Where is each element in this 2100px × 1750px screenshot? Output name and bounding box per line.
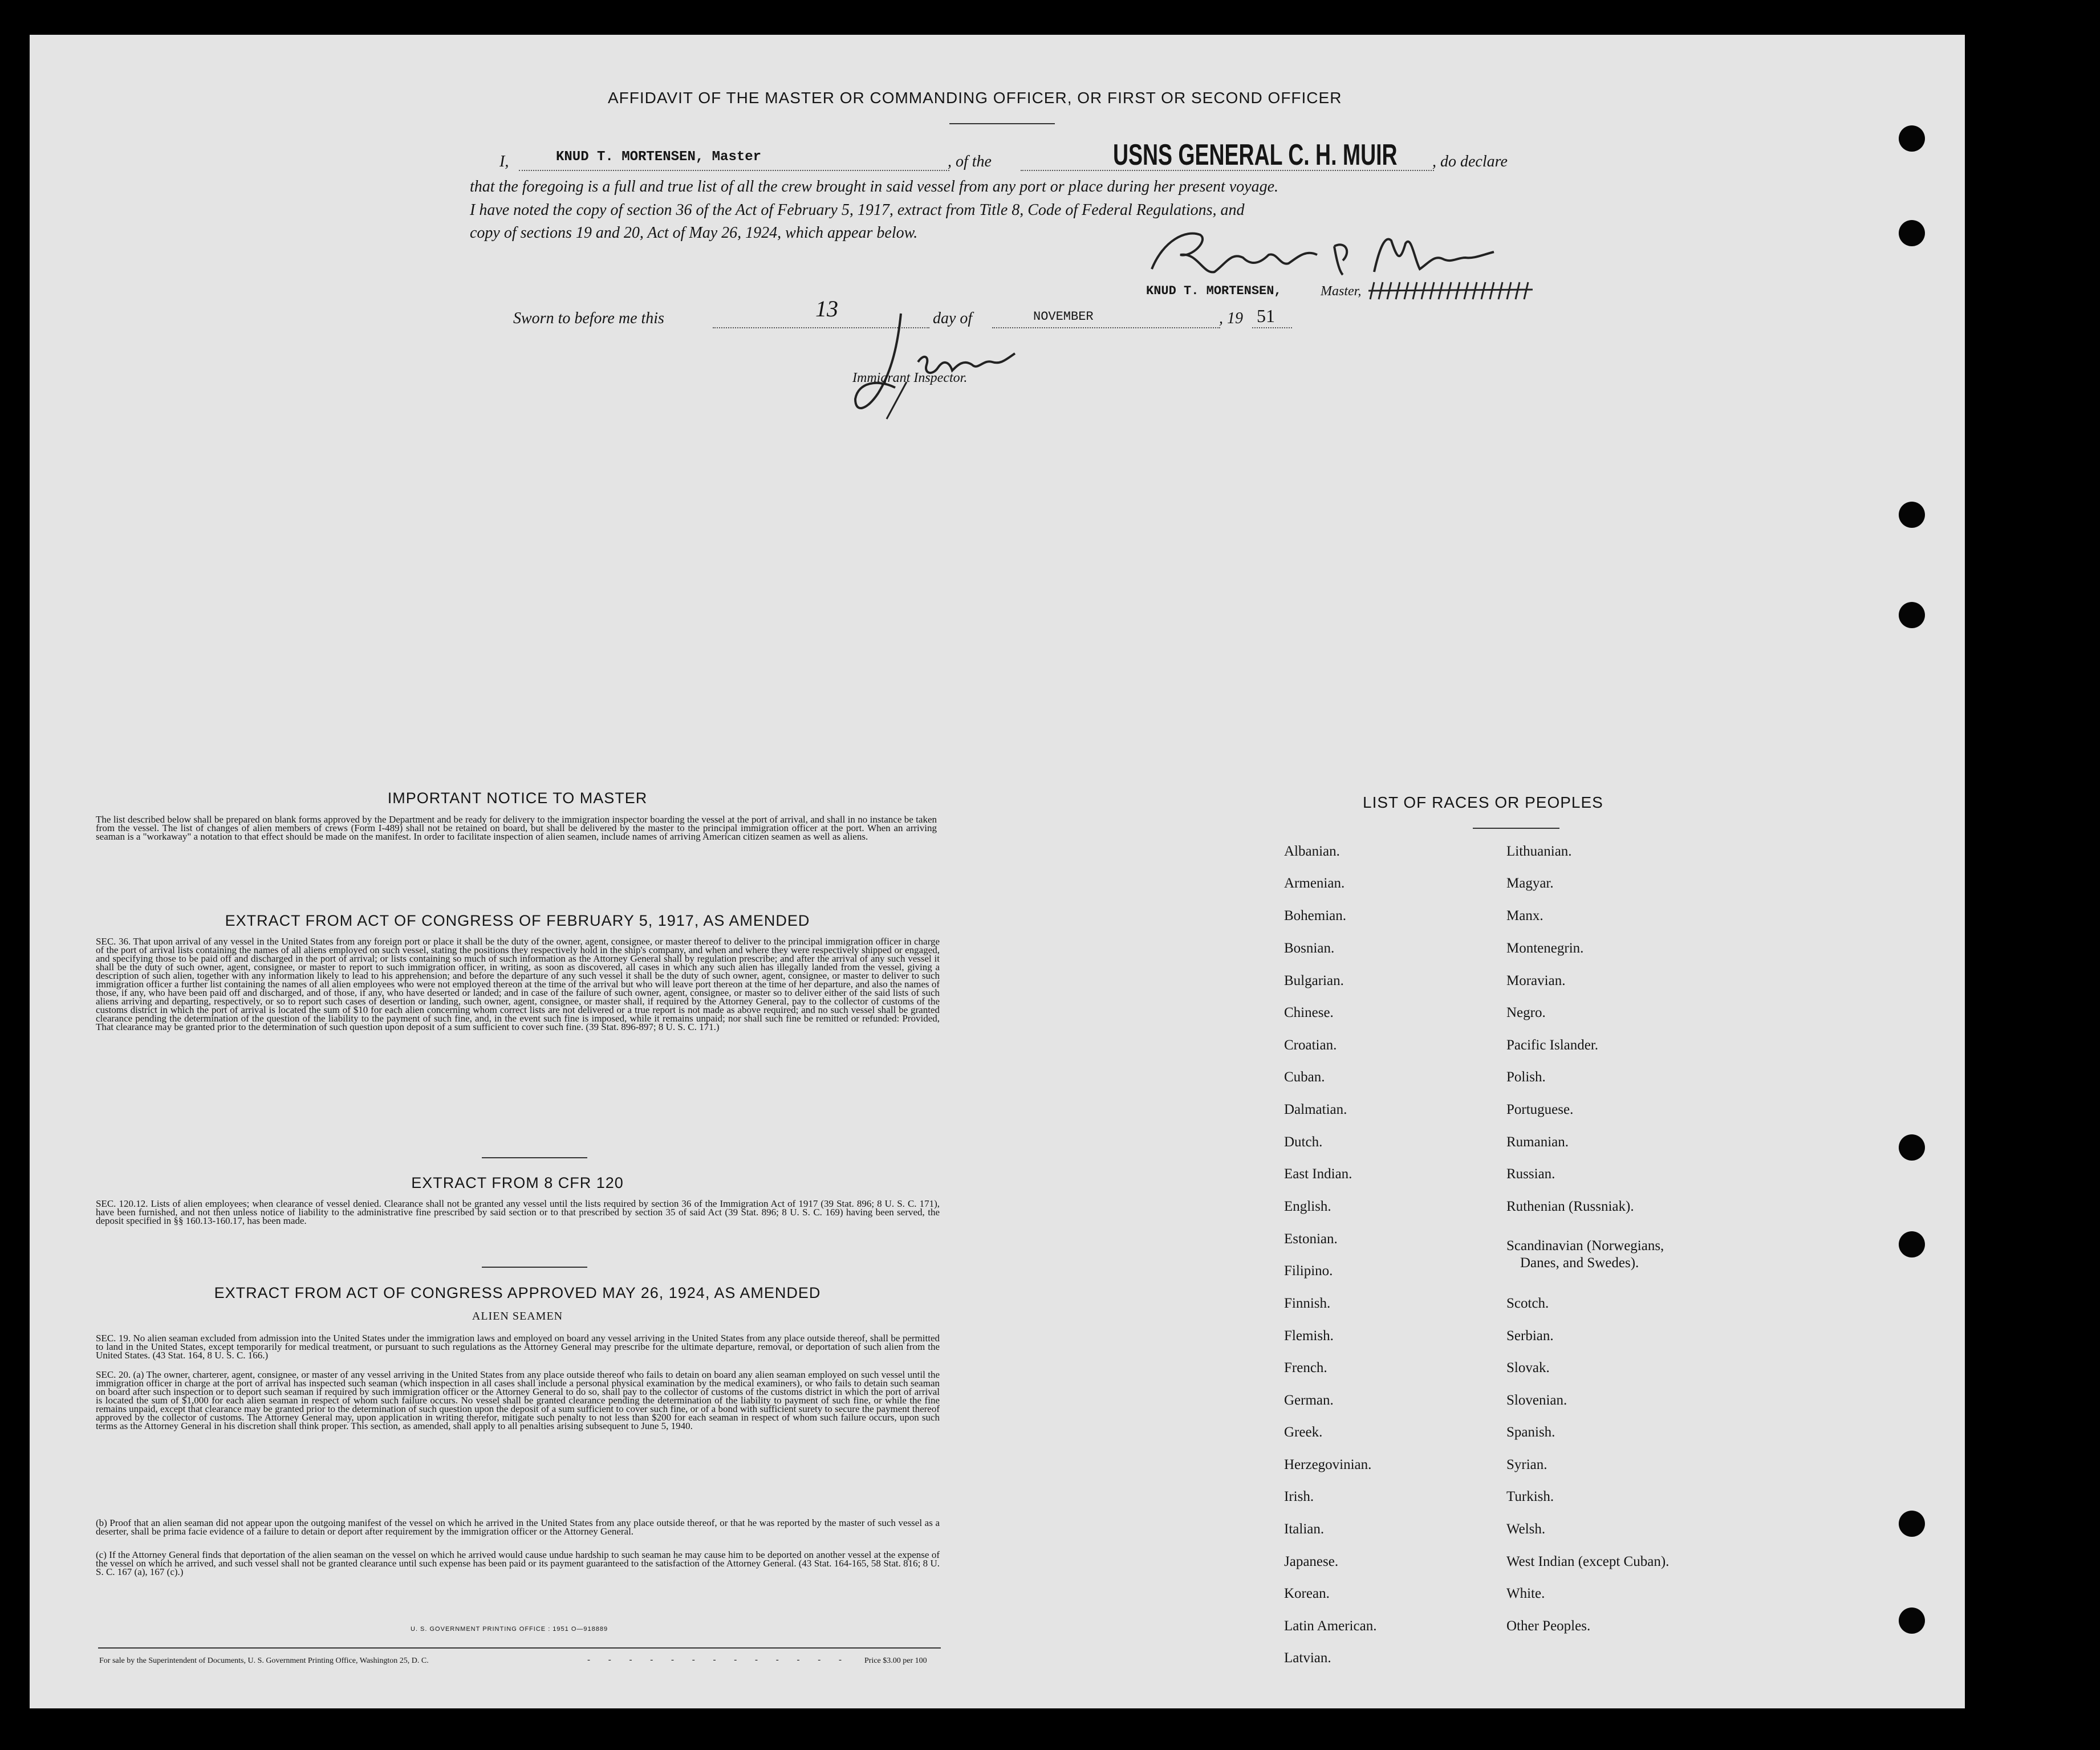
extract1924-title: EXTRACT FROM ACT OF CONGRESS APPROVED MAY 26, 1924, AS AMENDED [214, 1284, 821, 1301]
race-item: Dalmatian. [1284, 1102, 1347, 1117]
sworn-year: 51 [1257, 306, 1275, 326]
race-item: Croatian. [1284, 1037, 1337, 1053]
for-sale-note: For sale by the Superintendent of Documents, U. S. Government Printing Office, Washington 25, D. C. [99, 1657, 429, 1665]
of-the-label: , of the [948, 153, 992, 170]
race-item: German. [1284, 1393, 1334, 1408]
officer-name: KNUD T. MORTENSEN, Master [556, 149, 762, 165]
punch-hole [1899, 602, 1925, 628]
race-item: French. [1284, 1360, 1327, 1375]
race-item: Moravian. [1506, 973, 1566, 988]
race-item: Slovenian. [1506, 1393, 1567, 1408]
race-item: Rumanian. [1506, 1134, 1569, 1150]
race-item: Negro. [1506, 1005, 1546, 1020]
race-item: Estonian. [1284, 1231, 1338, 1247]
title-rule [949, 123, 1055, 124]
cfr-title: EXTRACT FROM 8 CFR 120 [411, 1174, 624, 1191]
inspector-title: Immigrant Inspector. [852, 371, 968, 385]
master-signature [1146, 223, 1511, 286]
price-note: Price $3.00 per 100 [864, 1657, 927, 1665]
footer-rule [98, 1647, 941, 1649]
race-item: Serbian. [1506, 1328, 1554, 1344]
race-item: Portuguese. [1506, 1102, 1574, 1117]
sec19-text: SEC. 19. No alien seaman excluded from admission into the United States under the immigration laws and employed on board any vessel arriving in the United States from any place outside thereof, shall be permitted to land in the United States, except temporarily for medical treatment, or pursuant to such regulations as the Attorney General may prescribe for the ultimate departure, removal, or deportation of such alien from the United States. (43 Stat. 164, 8 U. S. C. 166.) [96, 1333, 940, 1361]
leader-dots: - - - - - - - - - - - - - [587, 1655, 850, 1664]
race-item: Greek. [1284, 1425, 1323, 1440]
i-label: I, [499, 153, 509, 170]
race-item: Scotch. [1506, 1296, 1549, 1311]
extract1917-title: EXTRACT FROM ACT OF CONGRESS OF FEBRUARY 5, 1917, AS AMENDED [225, 912, 810, 929]
race-item: Latvian. [1284, 1650, 1331, 1666]
race-item: Dutch. [1284, 1134, 1323, 1150]
race-item: Turkish. [1506, 1489, 1554, 1504]
sworn-label: Sworn to before me this [513, 310, 664, 327]
race-item: Manx. [1506, 908, 1543, 923]
race-item: Italian. [1284, 1521, 1325, 1537]
day-of-label: day of [933, 310, 973, 327]
race-item: West Indian (except Cuban). [1506, 1554, 1670, 1569]
signature-name: KNUD T. MORTENSEN, [1146, 284, 1282, 298]
punch-hole [1899, 502, 1925, 528]
do-declare-label: , do declare [1432, 153, 1508, 170]
punch-hole [1899, 125, 1925, 152]
inspector-signature [832, 308, 1021, 422]
sworn-day: 13 [815, 296, 838, 321]
sec20a-text: SEC. 20. (a) The owner, charterer, agent, consignee, or master of any vessel arriving in the United States from any place outside thereof who fails to detain on board any alien seaman employed on such vessel until the immigration officer in charge at the port of arrival has inspected such seaman (which inspection in all cases shall include a personal physical examination by the medical examiners), or who fails to detain such seaman on board after such inspection or to deport such seaman if required by such immigration officer or the Attorney General to do so, shall pay to the collector of customs of the customs district in which the port of arrival is located the sum of $1,000 for each alien seaman in respect of whom such failure occurs. No vessel shall be granted clearance pending the determination of the liability to payment of such fine, or while the fine remains unpaid, except that clearance may be granted prior to the determination of such question upon the deposit of a sum sufficient to cover such fine, or of a bond with sufficient surety to secure the payment thereof approved by the collector of customs. The Attorney General may, upon application in writing therefor, mitigate such penalty to not less than $200 for each seaman in respect of whom such failure occurs, upon such terms as the Attorney General in his discretion shall think proper. This section, as amended, shall apply to all penalties arising subsequent to June 5, 1940. [96, 1369, 940, 1431]
race-item: Bohemian. [1284, 908, 1347, 923]
race-item: Flemish. [1284, 1328, 1334, 1344]
notice-text: The list described below shall be prepared on blank forms approved by the Department and be ready for delivery to the immigration inspector boarding the vessel at the port of arrival, and shall in no instance be taken from the vessel. The list of changes of alien members of crews (Form I-489) shall not be retained on board, but shall be delivered by the master to the principal immigration officer at the port. When an arriving seaman is a "workaway" a notation to that effect should be made on the manifest. In order to facilitate inspection of alien seamen, include names of arriving American citizen seamen as well as aliens. [96, 814, 937, 842]
race-item: Ruthenian (Russniak). [1506, 1199, 1634, 1214]
race-item: White. [1506, 1586, 1545, 1601]
punch-hole [1899, 1607, 1925, 1634]
document-page [30, 35, 1965, 1708]
race-item: Spanish. [1506, 1425, 1555, 1440]
divider-rule [482, 1157, 587, 1158]
race-item: Scandinavian (Norwegians, [1506, 1238, 1664, 1254]
races-title: LIST OF RACES OR PEOPLES [1363, 793, 1603, 811]
vessel-name: USNS GENERAL C. H. MUIR [1113, 139, 1398, 172]
race-item: Japanese. [1284, 1554, 1339, 1569]
signature-title: Master, [1321, 284, 1362, 299]
race-item: Chinese. [1284, 1005, 1334, 1020]
affidavit-body-1: that the foregoing is a full and true list of all the crew brought in said vessel from any port or place during her present voyage. [470, 178, 1279, 196]
officer-line [519, 170, 949, 171]
extract1924-subtitle: ALIEN SEAMEN [472, 1310, 563, 1322]
race-item: Albanian. [1284, 844, 1340, 859]
race-item: Polish. [1506, 1069, 1546, 1085]
race-item: Pacific Islander. [1506, 1037, 1599, 1053]
affidavit-body-3: copy of sections 19 and 20, Act of May 26, 1924, which appear below. [470, 224, 918, 242]
race-item: Montenegrin. [1506, 941, 1584, 956]
divider-rule [482, 1267, 587, 1268]
race-item: Lithuanian. [1506, 844, 1572, 859]
race-item: Magyar. [1506, 876, 1554, 891]
punch-hole [1899, 1231, 1925, 1257]
race-item: Herzegovinian. [1284, 1457, 1372, 1472]
affidavit-body-2: I have noted the copy of section 36 of the Act of February 5, 1917, extract from Title 8, Code of Federal Regulations, and [470, 201, 1245, 219]
month-line [992, 327, 1220, 328]
sec20c-text: (c) If the Attorney General finds that deportation of the alien seaman on the vessel on which he arrived would cause undue hardship to such seaman he may cause him to be deported on another vessel at the expense of the vessel on which he arrived, and such vessel shall not be granted clearance until such expense has been paid or its payment guaranteed to the satisfaction of the Attorney General. (43 Stat. 164-165, 58 Stat. 816; 8 U. S. C. 167 (a), 167 (c).) [96, 1549, 940, 1577]
race-item: Welsh. [1506, 1521, 1546, 1537]
race-item: Other Peoples. [1506, 1618, 1591, 1634]
race-item: Bosnian. [1284, 941, 1335, 956]
cfr-text: SEC. 120.12. Lists of alien employees; when clearance of vessel denied. Clearance shall not be granted any vessel until the lists required by section 36 of the Immigration Act of 1917 (39 Stat. 896; 8 U. S. C. 171), have been furnished, and not then unless notice of liability to the administrative fine prescribed by said section or to that prescribed by section 35 of said Act (39 Stat. 896; 8 U. S. C. 169) having been served, the deposit specified in §§ 160.13-160.17, has been made. [96, 1198, 940, 1226]
race-item: East Indian. [1284, 1166, 1352, 1182]
extract1917-text: SEC. 36. That upon arrival of any vessel in the United States from any foreign port or place it shall be the duty of the owner, agent, consignee, or master thereof to deliver to the principal immigration officer in charge of the port of arrival lists containing the names of all aliens employed on such vessel, stating the positions they respectively hold in the ship's company, and when and where they were respectively shipped or engaged, and specifying those to be paid off and discharged in the port of arrival; or lists containing so much of such information as the Attorney General shall by regulation prescribe; and after the arrival of any such vessel it shall be the duty of such owner, agent, consignee, or master to report to such immigration officer, in writing, as soon as discovered, all cases in which any such alien has illegally landed from the vessel, giving a description of such alien, together with any information likely to lead to his apprehension; and before the departure of any such vessel it shall be the duty of such owner, agent, consignee, or master to deliver to such immigration officer a further list containing the names of all alien employees who were not employed thereon at the time of the arrival but who will leave port thereon at the time of her departure, and also the names of those, if any, who have been paid off and discharged, and of those, if any, who have deserted or landed; and in case of the failure of such owner, agent, consignee, or master so to deliver either of the said lists of such aliens arriving and departing, respectively, or so to report such cases of desertion or landing, such owner, agent, consignee, or master shall, if required by the Attorney General, pay to the collector of customs of the customs district in which the port of arrival is located the sum of $10 for each alien concerning whom correct lists are not delivered or a true report is not made as above required; and no such vessel shall be granted clearance pending the determination of the question of the liability to the payment of such fine, and, in the event such fine is imposed, while it remains unpaid; nor shall such fine be remitted or refunded: Provided, That clearance may be granted prior to the determination of such question upon deposit of a sum sufficient to cover such fine. (39 Stat. 896-897; 8 U. S. C. 171.) [96, 936, 940, 1032]
sec20b-text: (b) Proof that an alien seaman did not appear upon the outgoing manifest of the vessel on which he arrived in the United States from any place outside thereof, or that he was reported by the master of such vessel as a deserter, shall be prima facie evidence of a failure to detain or deport after requirement by the immigration officer or the Attorney General. [96, 1517, 940, 1537]
year-prefix: , 19 [1219, 310, 1243, 327]
race-item: Syrian. [1506, 1457, 1547, 1472]
punch-hole [1899, 220, 1925, 246]
race-item: English. [1284, 1199, 1331, 1214]
race-item: Bulgarian. [1284, 973, 1344, 988]
race-item: Filipino. [1284, 1263, 1333, 1279]
race-item: Danes, and Swedes). [1520, 1255, 1639, 1271]
race-item: Cuban. [1284, 1069, 1325, 1085]
races-rule [1473, 828, 1559, 829]
sworn-month: NOVEMBER [1033, 310, 1094, 324]
race-item: Korean. [1284, 1586, 1330, 1601]
race-item: Finnish. [1284, 1296, 1331, 1311]
race-item: Russian. [1506, 1166, 1555, 1182]
race-item: Irish. [1284, 1489, 1314, 1504]
punch-hole [1899, 1134, 1925, 1161]
punch-hole [1899, 1511, 1925, 1537]
affidavit-title: AFFIDAVIT OF THE MASTER OR COMMANDING OFFICER, OR FIRST OR SECOND OFFICER [608, 89, 1342, 107]
strikethrough-marks [1367, 279, 1538, 302]
race-item: Armenian. [1284, 876, 1345, 891]
race-item: Slovak. [1506, 1360, 1550, 1375]
gpo-imprint: U. S. GOVERNMENT PRINTING OFFICE : 1951 O—918889 [411, 1626, 608, 1633]
race-item: Latin American. [1284, 1618, 1377, 1634]
year-line [1252, 327, 1292, 328]
notice-title: IMPORTANT NOTICE TO MASTER [387, 789, 648, 807]
